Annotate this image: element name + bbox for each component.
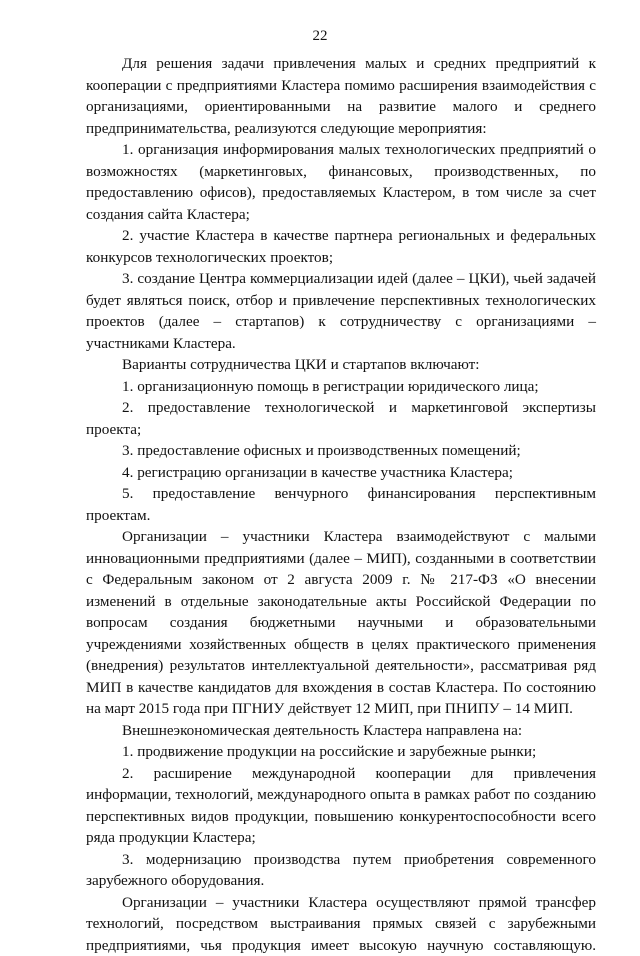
paragraph-foreign-activity: Внешнеэкономическая деятельность Кластера направлена на: — [86, 720, 596, 742]
page-number: 22 — [0, 28, 640, 45]
paragraph-cooperation-options: Варианты сотрудничества ЦКИ и стартапов включают: — [86, 354, 596, 376]
paragraph-option-1: 1. организационную помощь в регистрации юридического лица; — [86, 376, 596, 398]
paragraph-measure-3: 3. создание Центра коммерциализации идей (далее – ЦКИ), чьей задачей будет являться поиск, отбор и привлечение перспективных технологических проектов (далее – стартапов) к сотрудничеству с организациями – участниками Кластера. — [86, 268, 596, 354]
paragraph-option-3: 3. предоставление офисных и производственных помещений; — [86, 440, 596, 462]
paragraph-foreign-3: 3. модернизацию производства путем приобретения современного зарубежного оборудования. — [86, 849, 596, 892]
paragraph-technology-transfer: Организации – участники Кластера осуществляют прямой трансфер технологий, посредством выстраивания прямых связей с зарубежными предприятиями, чья продукция имеет высокую научную составляющую. — [86, 892, 596, 956]
paragraph-measure-1: 1. организация информирования малых технологических предприятий о возможностях (маркетинговых, финансовых, производственных, по предоставлению офисов), предоставляемых Кластером, в том числе за счет создания сайта Кластера; — [86, 139, 596, 225]
paragraph-foreign-2: 2. расширение международной кооперации для привлечения информации, технологий, международного опыта в рамках работ по созданию перспективных видов продукции, повышению конкурентоспособности всего ряда продукции Кластера; — [86, 763, 596, 849]
paragraph-foreign-1: 1. продвижение продукции на российские и зарубежные рынки; — [86, 741, 596, 763]
document-body — [86, 53, 596, 956]
paragraph-option-5: 5. предоставление венчурного финансирования перспективным проектам. — [86, 483, 596, 526]
paragraph-measure-2: 2. участие Кластера в качестве партнера региональных и федеральных конкурсов технологических проектов; — [86, 225, 596, 268]
paragraph-option-2: 2. предоставление технологической и маркетинговой экспертизы проекта; — [86, 397, 596, 440]
paragraph-option-4: 4. регистрацию организации в качестве участника Кластера; — [86, 462, 596, 484]
paragraph-intro: Для решения задачи привлечения малых и средних предприятий к кооперации с предприятиями Кластера помимо расширения взаимодействия с организациями, ориентированными на развитие малого и среднего предпринимательства, реализуются следующие мероприятия: — [86, 53, 596, 139]
paragraph-mip: Организации – участники Кластера взаимодействуют с малыми инновационными предприятиями (далее – МИП), созданными в соответствии с Федеральным законом от 2 августа 2009 г. № 217-ФЗ «О внесении изменений в отдельные законодательные акты Российской Федерации по вопросам создания бюджетными научными и образовательными учреждениями хозяйственных обществ в целях практического применения (внедрения) результатов интеллектуальной деятельности», рассматривая ряд МИП в качестве кандидатов для вхождения в состав Кластера. По состоянию на март 2015 года при ПГНИУ действует 12 МИП, при ПНИПУ – 14 МИП. — [86, 526, 596, 720]
